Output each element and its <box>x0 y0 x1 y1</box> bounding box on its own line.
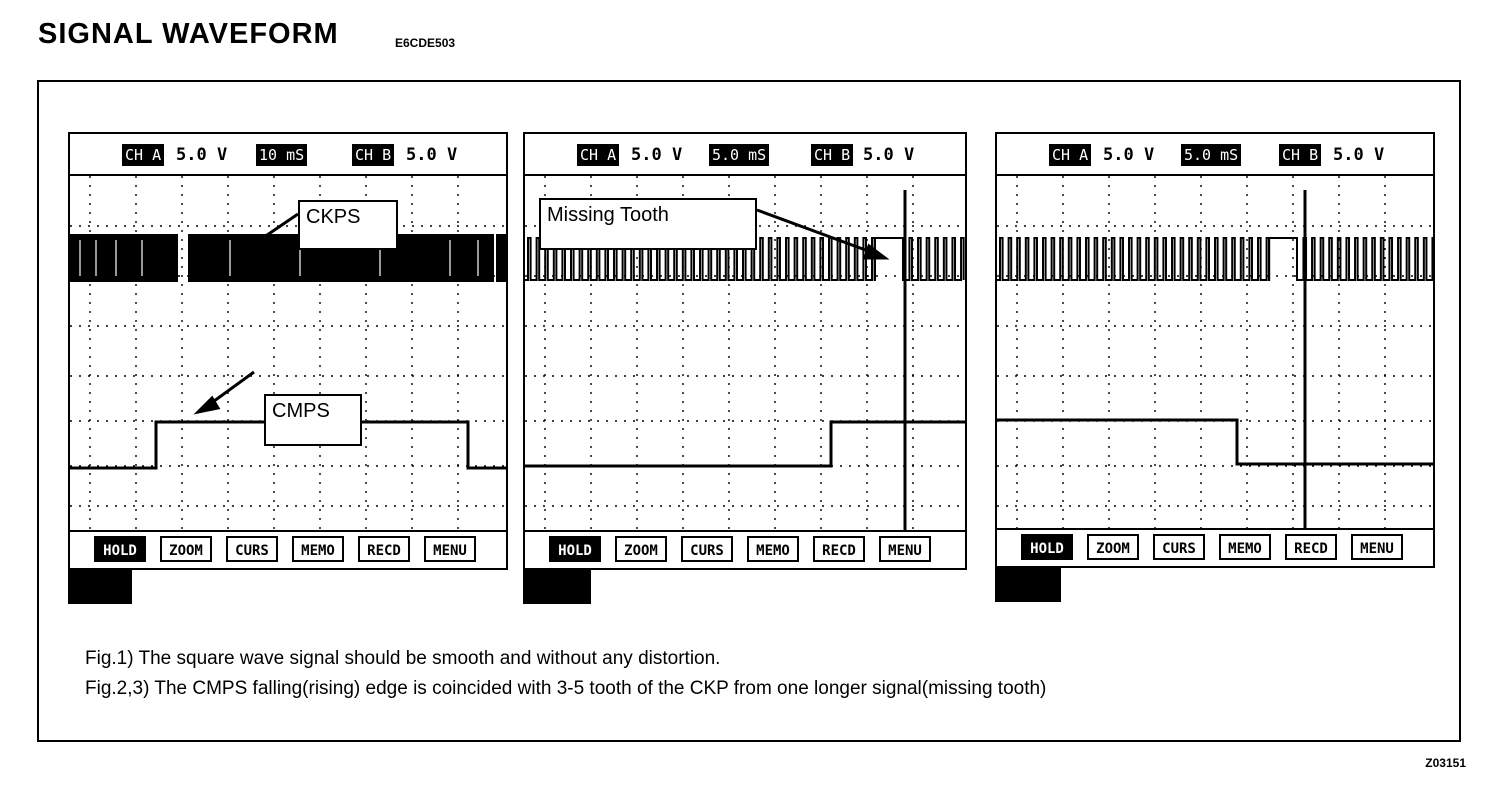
missing-tooth-callout: Missing Tooth <box>539 198 757 250</box>
scope-1-screen <box>70 176 506 530</box>
scope-1-header <box>70 134 506 176</box>
timebase-value: 5.0 mS <box>1181 144 1241 166</box>
scope-2-tab <box>523 570 591 604</box>
ch-a-value: 5.0 V <box>1103 145 1155 165</box>
ch-a-label: CH A <box>577 144 619 166</box>
scope-1-tab <box>68 570 132 604</box>
scope-1-button-bar <box>70 530 506 568</box>
note-fig2-3: Fig.2,3) The CMPS falling(rising) edge is coincided with 3-5 tooth of the CKP from one longer signal(missing tooth) <box>85 678 1047 699</box>
ch-b-label: CH B <box>352 144 394 166</box>
recd-button[interactable]: RECD <box>358 536 410 562</box>
hold-button[interactable]: HOLD <box>1021 534 1073 560</box>
scope-1-waveform <box>70 176 506 530</box>
menu-button[interactable]: MENU <box>424 536 476 562</box>
curs-button[interactable]: CURS <box>226 536 278 562</box>
scope-2-screen <box>525 176 965 530</box>
reference-code: Z03151 <box>1425 756 1466 770</box>
hold-button[interactable]: HOLD <box>549 536 601 562</box>
memo-button[interactable]: MEMO <box>1219 534 1271 560</box>
memo-button[interactable]: MEMO <box>292 536 344 562</box>
ch-a-label: CH A <box>122 144 164 166</box>
scope-3-header <box>997 134 1433 176</box>
cmps-callout: CMPS <box>264 394 362 446</box>
page-title: SIGNAL WAVEFORM <box>38 18 339 50</box>
figure-frame <box>37 80 1461 742</box>
menu-button[interactable]: MENU <box>1351 534 1403 560</box>
menu-button[interactable]: MENU <box>879 536 931 562</box>
zoom-button[interactable]: ZOOM <box>615 536 667 562</box>
memo-button[interactable]: MEMO <box>747 536 799 562</box>
timebase-value: 5.0 mS <box>709 144 769 166</box>
hold-button[interactable]: HOLD <box>94 536 146 562</box>
scope-2-button-bar <box>525 530 965 568</box>
document-code: E6CDE503 <box>395 36 456 50</box>
scope-2 <box>523 132 967 570</box>
ch-a-value: 5.0 V <box>176 145 228 165</box>
zoom-button[interactable]: ZOOM <box>160 536 212 562</box>
recd-button[interactable]: RECD <box>1285 534 1337 560</box>
recd-button[interactable]: RECD <box>813 536 865 562</box>
zoom-button[interactable]: ZOOM <box>1087 534 1139 560</box>
ch-b-label: CH B <box>811 144 853 166</box>
scope-3-tab <box>995 568 1061 602</box>
scope-3-screen <box>997 176 1433 528</box>
ch-b-value: 5.0 V <box>863 145 915 165</box>
curs-button[interactable]: CURS <box>1153 534 1205 560</box>
scope-1 <box>68 132 508 570</box>
ckps-callout: CKPS <box>298 200 398 250</box>
scope-3-waveform <box>997 176 1433 528</box>
ch-b-value: 5.0 V <box>406 145 458 165</box>
note-fig1: Fig.1) The square wave signal should be smooth and without any distortion. <box>85 648 721 669</box>
scope-3 <box>995 132 1435 568</box>
curs-button[interactable]: CURS <box>681 536 733 562</box>
ch-a-value: 5.0 V <box>631 145 683 165</box>
ch-b-label: CH B <box>1279 144 1321 166</box>
ch-a-label: CH A <box>1049 144 1091 166</box>
timebase-value: 10 mS <box>256 144 307 166</box>
ch-b-value: 5.0 V <box>1333 145 1385 165</box>
scope-2-header <box>525 134 965 176</box>
scope-3-button-bar <box>997 528 1433 566</box>
